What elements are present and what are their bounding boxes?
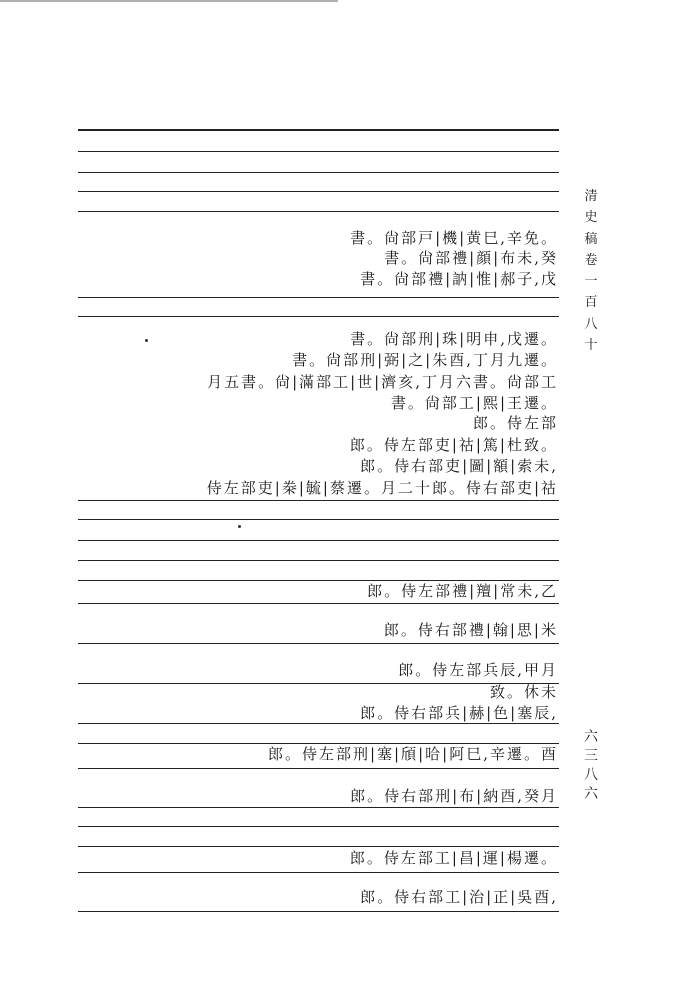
running-title: 清史稿卷一百八十 [584, 189, 598, 354]
table-entry: 郎。侍右部兵|赫|色|塞辰, [360, 704, 558, 722]
page-number: 六三八六 [584, 729, 598, 802]
table-entry: 書。尙部刑|弼|之|朱酉,丁月九遷。 [292, 351, 558, 369]
table-rule [78, 560, 559, 561]
table-entry: 致。休未 [489, 683, 558, 701]
table-entry: 書。尙部戸|機|黄巳,辛免。 [350, 229, 558, 247]
table-rule [78, 846, 559, 847]
table-entry: 郎。侍右部工|治|正|吳酉, [360, 888, 558, 906]
table-rule [78, 683, 559, 684]
table-rule [78, 807, 559, 808]
table-rule [78, 316, 559, 317]
ink-speck [238, 525, 241, 528]
table-entry: 郎。侍左部兵辰,甲月 [398, 661, 558, 679]
table-rule [78, 151, 559, 152]
ink-speck [145, 339, 148, 342]
table-entry: 郎。侍左部工|昌|運|楊遷。 [349, 849, 558, 867]
table-rule [78, 580, 559, 581]
table-entry: 郎。侍右部禮|翰|思|米 [383, 621, 558, 639]
table-entry: 書。尙部禮|顔|布未,癸 [384, 249, 558, 267]
table-rule [78, 297, 559, 298]
table-entry: 郎。侍左部刑|塞|頎|哈|阿巳,辛遷。酉 [268, 745, 558, 763]
table-rule [78, 211, 559, 212]
table-rule [78, 603, 559, 604]
table-rule [78, 723, 559, 724]
table-rule [78, 743, 559, 744]
top-edge-mark [0, 0, 338, 2]
table-rule [78, 643, 559, 644]
table-rule [78, 191, 559, 192]
table-rule [78, 540, 559, 541]
table-entry: 郎。侍右部刑|布|納酉,癸月 [350, 787, 558, 805]
table-rule [78, 768, 559, 769]
table-rule [78, 519, 559, 520]
table-entry: 書。尙部禮|訥|惟|郝子,戊 [360, 270, 558, 288]
table-rule [78, 500, 559, 501]
table-rule [78, 872, 559, 873]
table-entry: 郎。侍左部吏|祜|篤|杜致。 [349, 436, 558, 454]
table-rule [78, 826, 559, 827]
table-entry: 郎。侍左部 [472, 414, 558, 432]
table-rule [78, 911, 559, 912]
table-entry: 書。尙部刑|珠|明申,戊遷。 [350, 330, 558, 348]
table-rule [78, 172, 559, 173]
table-entry: 郎。侍左部禮|羶|常未,乙 [367, 582, 558, 600]
table-top-rule [78, 129, 559, 131]
table-entry: 月五書。尙|滿部工|世|濟亥,丁月六書。尙部工 [207, 373, 558, 391]
table-entry: 侍左部吏|桊|毓|蔡遷。月二十郎。侍右部吏|祜 [206, 479, 558, 497]
table-entry: 書。尙部工|熙|王遷。 [390, 394, 558, 412]
table-entry: 郎。侍右部吏|圖|額|索未, [360, 457, 558, 475]
